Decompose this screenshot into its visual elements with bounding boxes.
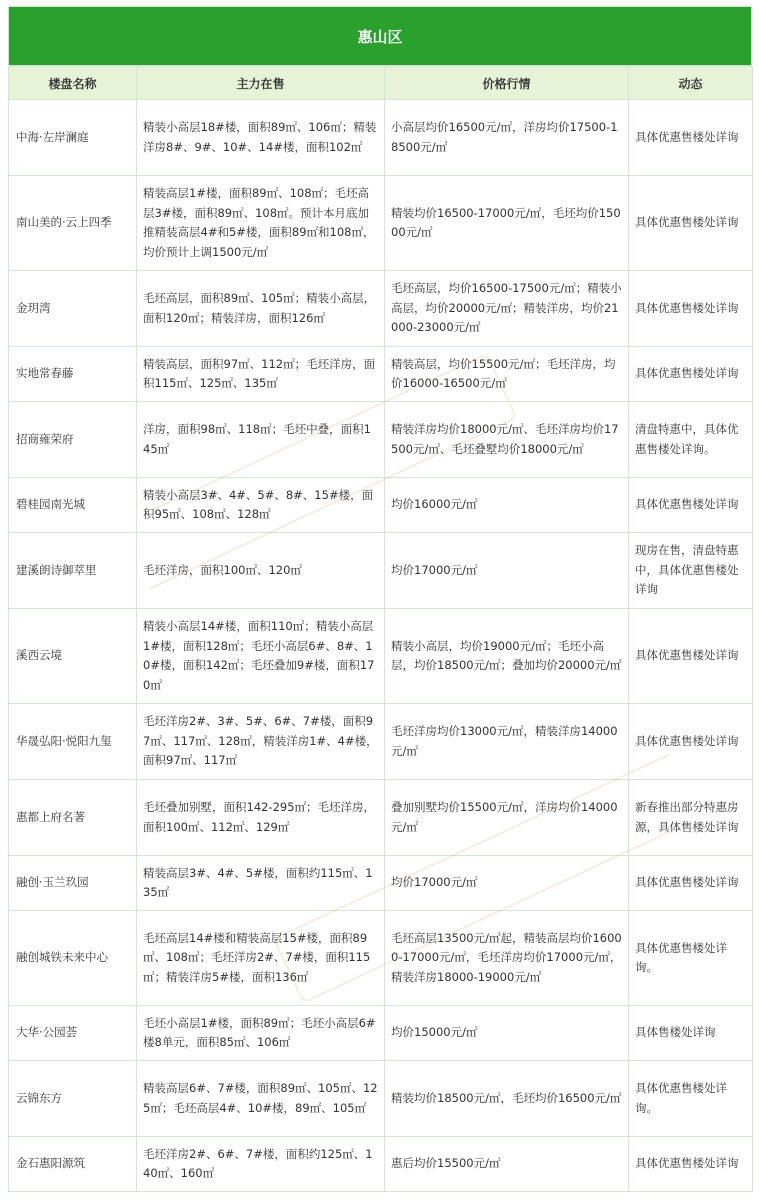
main-sale: 毛坯小高层1#楼，面积89㎡；毛坯小高层6#楼8单元，面积85㎡、106㎡: [137, 1006, 385, 1061]
price-info: 均价17000元/㎡: [385, 533, 629, 609]
price-info: 毛坯洋房均价13000元/㎡，精装洋房14000元/㎡: [385, 704, 629, 780]
table-row: [9, 271, 753, 347]
status-info: 具体优惠售楼处详询: [629, 176, 753, 271]
main-sale: 精装小高层3#、4#、5#、8#、15#楼，面积95㎡、108㎡、128㎡: [137, 478, 385, 533]
status-info: 具体优惠售楼处详询。: [629, 1061, 753, 1137]
main-sale: 毛坯叠加别墅，面积142-295㎡；毛坯洋房，面积100㎡、112㎡、129㎡: [137, 780, 385, 856]
column-header-name: 楼盘名称: [9, 67, 137, 100]
district-title: 惠山区: [8, 6, 752, 66]
price-info: 小高层均价16500元/㎡，洋房均价17500-18500元/㎡: [385, 100, 629, 176]
status-info: 具体优惠售楼处详询: [629, 478, 753, 533]
table-row: [9, 609, 753, 704]
table-row: [9, 704, 753, 780]
column-header-status: 动态: [629, 67, 753, 100]
status-info: 具体优惠售楼处详询。: [629, 911, 753, 1006]
status-info: 现房在售，清盘特惠中，具体优惠售楼处详询: [629, 533, 753, 609]
main-sale: 精装小高层18#楼，面积89㎡、106㎡；精装洋房8#、9#、10#、14#楼，面积102㎡: [137, 100, 385, 176]
project-name: 大华·公园荟: [9, 1006, 137, 1061]
price-info: 精装均价16500-17000元/㎡，毛坯均价15000元/㎡: [385, 176, 629, 271]
status-info: 具体售楼处详询: [629, 1006, 753, 1061]
table-row: [9, 911, 753, 1006]
main-sale: 毛坯洋房，面积100㎡、120㎡: [137, 533, 385, 609]
project-name: 南山美的·云上四季: [9, 176, 137, 271]
project-name: 融创城铁未来中心: [9, 911, 137, 1006]
table-row: [9, 1137, 753, 1192]
table-row: [9, 478, 753, 533]
main-sale: 精装高层6#、7#楼，面积89㎡、105㎡、125㎡；毛坯高层4#、10#楼，89㎡、105㎡: [137, 1061, 385, 1137]
project-name: 云锦东方: [9, 1061, 137, 1137]
header-row: [9, 67, 753, 100]
project-name: 招商雍荣府: [9, 402, 137, 478]
project-name: 碧桂园南光城: [9, 478, 137, 533]
main-sale: 洋房，面积98㎡、118㎡；毛坯中叠，面积145㎡: [137, 402, 385, 478]
table-row: [9, 780, 753, 856]
status-info: 具体优惠售楼处详询: [629, 100, 753, 176]
table-row: [9, 533, 753, 609]
project-name: 建溪朗诗御萃里: [9, 533, 137, 609]
column-header-sale: 主力在售: [137, 67, 385, 100]
main-sale: 毛坯高层，面积89㎡、105㎡；精装小高层，面积120㎡；精装洋房，面积126㎡: [137, 271, 385, 347]
table-row: [9, 856, 753, 911]
main-sale: 精装小高层14#楼，面积110㎡；精装小高层1#楼，面积128㎡；毛坯小高层6#、8#、10#楼，面积142㎡；毛坯叠加9#楼，面积170㎡: [137, 609, 385, 704]
listing-panel: [8, 6, 752, 1192]
project-name: 实地常春藤: [9, 347, 137, 402]
price-info: 均价16000元/㎡: [385, 478, 629, 533]
project-name: 华晟弘阳·悦阳九玺: [9, 704, 137, 780]
table-row: [9, 347, 753, 402]
price-info: 毛坯高层13500元/㎡起，精装高层均价16000-17000元/㎡，毛坯洋房均价17000元/㎡，精装洋房18000-19000元/㎡: [385, 911, 629, 1006]
price-info: 毛坯高层，均价16500-17500元/㎡；精装小高层，均价20000元/㎡；精装洋房，均价21000-23000元/㎡: [385, 271, 629, 347]
status-info: 具体优惠售楼处详询: [629, 271, 753, 347]
status-info: 新春推出部分特惠房源，具体售楼处详询: [629, 780, 753, 856]
project-name: 中海·左岸澜庭: [9, 100, 137, 176]
main-sale: 精装高层，面积97㎡、112㎡；毛坯洋房，面积115㎡、125㎡、135㎡: [137, 347, 385, 402]
main-sale: 毛坯高层14#楼和精装高层15#楼，面积89㎡、108㎡；毛坯洋房2#、7#楼，面积115㎡；精装洋房5#楼，面积136㎡: [137, 911, 385, 1006]
listing-table: [8, 66, 753, 1192]
status-info: 具体优惠售楼处详询: [629, 856, 753, 911]
project-name: 融创·玉兰玖园: [9, 856, 137, 911]
status-info: 清盘特惠中，具体优惠售楼处详询。: [629, 402, 753, 478]
project-name: 金玥湾: [9, 271, 137, 347]
status-info: 具体优惠售楼处详询: [629, 347, 753, 402]
column-header-price: 价格行情: [385, 67, 629, 100]
table-row: [9, 176, 753, 271]
project-name: 金石惠阳源筑: [9, 1137, 137, 1192]
main-sale: 毛坯洋房2#、3#、5#、6#、7#楼，面积97㎡、117㎡、128㎡，精装洋房1#、4#楼，面积97㎡、117㎡: [137, 704, 385, 780]
price-info: 精装洋房均价18000元/㎡、毛坯洋房均价17500元/㎡、毛坯叠墅均价18000元/㎡: [385, 402, 629, 478]
table-row: [9, 100, 753, 176]
price-info: 均价17000元/㎡: [385, 856, 629, 911]
price-info: 精装高层，均价15500元/㎡；毛坯洋房，均价16000-16500元/㎡: [385, 347, 629, 402]
status-info: 具体优惠售楼处详询: [629, 609, 753, 704]
price-info: 惠后均价15500元/㎡: [385, 1137, 629, 1192]
project-name: 溪西云境: [9, 609, 137, 704]
price-info: 叠加别墅均价15500元/㎡，洋房均价14000元/㎡: [385, 780, 629, 856]
main-sale: 毛坯洋房2#、6#、7#楼，面积约125㎡、140㎡、160㎡: [137, 1137, 385, 1192]
table-row: [9, 402, 753, 478]
status-info: 具体优惠售楼处详询: [629, 1137, 753, 1192]
status-info: 具体优惠售楼处详询: [629, 704, 753, 780]
project-name: 惠都上府名著: [9, 780, 137, 856]
price-info: 精装小高层，均价19000元/㎡；毛坯小高层，均价18500元/㎡；叠加均价20000元/㎡: [385, 609, 629, 704]
main-sale: 精装高层3#、4#、5#楼，面积约115㎡、135㎡: [137, 856, 385, 911]
table-row: [9, 1006, 753, 1061]
table-row: [9, 1061, 753, 1137]
price-info: 精装均价18500元/㎡，毛坯均价16500元/㎡: [385, 1061, 629, 1137]
price-info: 均价15000元/㎡: [385, 1006, 629, 1061]
main-sale: 精装高层1#楼，面积89㎡、108㎡；毛坯高层3#楼，面积89㎡、108㎡。预计本月底加推精装高层4#和5#楼，面积89㎡和108㎡，均价预计上调1500元/㎡: [137, 176, 385, 271]
